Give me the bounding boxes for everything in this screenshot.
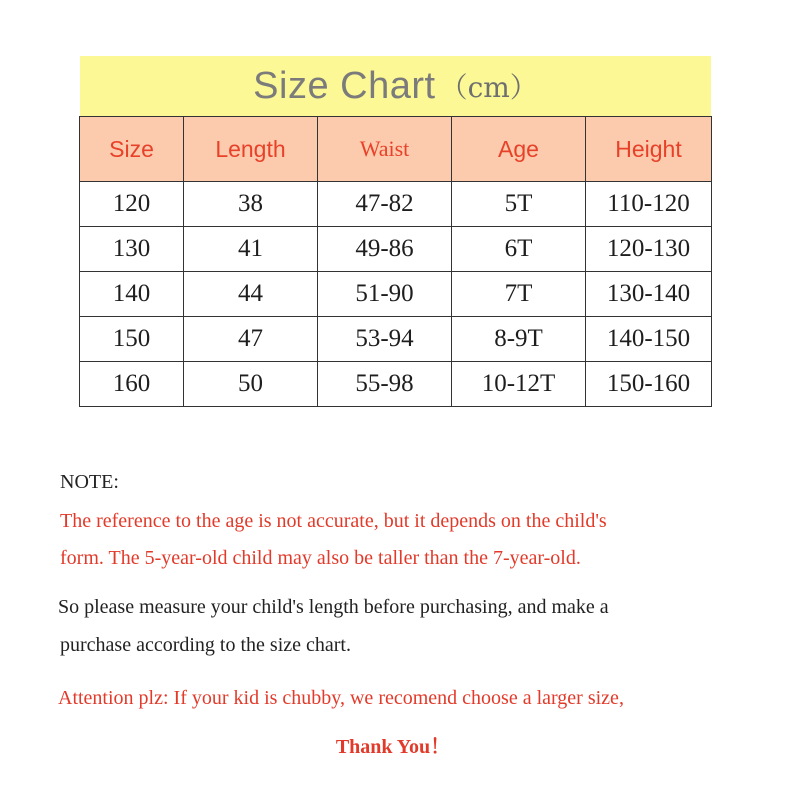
note-measure-line-2: purchase according to the size chart. [60, 634, 351, 656]
cell-age: 7T [452, 272, 586, 317]
thank-you-text: Thank You！ [335, 736, 451, 758]
size-chart-title: Size Chart [253, 64, 436, 107]
cell-size: 120 [80, 182, 184, 227]
cell-waist: 47-82 [318, 182, 452, 227]
cell-age: 10-12T [452, 362, 586, 407]
cell-size: 160 [80, 362, 184, 407]
cell-waist: 53-94 [318, 317, 452, 362]
cell-waist: 55-98 [318, 362, 452, 407]
note-measure-line-1: So please measure your child's length before purchasing, and make a [58, 596, 609, 618]
table-row [80, 227, 712, 272]
cell-length: 38 [184, 182, 318, 227]
cell-length: 44 [184, 272, 318, 317]
cell-height: 120-130 [586, 227, 712, 272]
cell-length: 50 [184, 362, 318, 407]
cell-height: 140-150 [586, 317, 712, 362]
table-row [80, 182, 712, 227]
cell-age: 8-9T [452, 317, 586, 362]
cell-size: 140 [80, 272, 184, 317]
cell-waist: 49-86 [318, 227, 452, 272]
cell-waist: 51-90 [318, 272, 452, 317]
column-header-waist: Waist [318, 117, 452, 182]
column-header-age: Age [452, 117, 586, 182]
cell-length: 47 [184, 317, 318, 362]
cell-age: 6T [452, 227, 586, 272]
cell-height: 110-120 [586, 182, 712, 227]
table-row [80, 272, 712, 317]
column-header-height: Height [586, 117, 712, 182]
table-row [80, 362, 712, 407]
note-reference-line-2: form. The 5-year-old child may also be taller than the 7-year-old. [60, 547, 581, 569]
cell-size: 130 [80, 227, 184, 272]
size-chart-unit: （cm） [439, 71, 538, 104]
note-attention: Attention plz: If your kid is chubby, we recomend choose a larger size, [58, 687, 624, 709]
table-header-row [80, 117, 712, 182]
table-row [80, 317, 712, 362]
size-chart-table [79, 116, 712, 407]
cell-height: 150-160 [586, 362, 712, 407]
cell-length: 41 [184, 227, 318, 272]
cell-age: 5T [452, 182, 586, 227]
column-header-size: Size [80, 117, 184, 182]
size-chart-title-bar [80, 56, 711, 116]
cell-size: 150 [80, 317, 184, 362]
column-header-length: Length [184, 117, 318, 182]
note-reference-line-1: The reference to the age is not accurate, but it depends on the child's [60, 510, 607, 532]
cell-height: 130-140 [586, 272, 712, 317]
note-label: NOTE: [60, 471, 119, 493]
